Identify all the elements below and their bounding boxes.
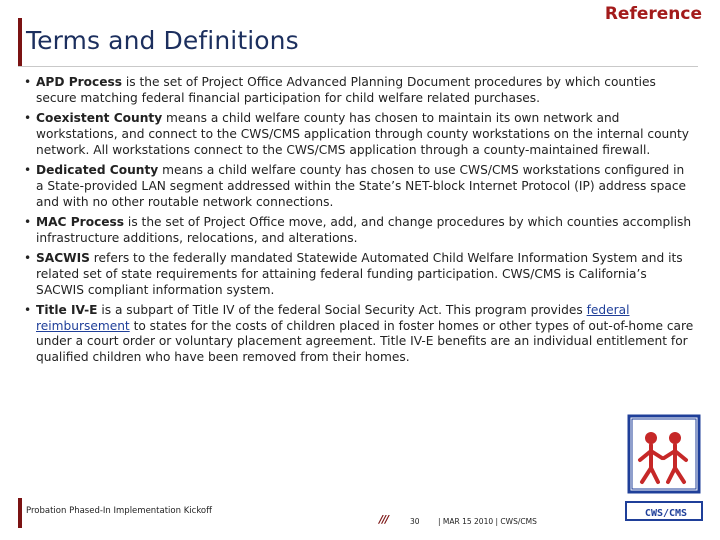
definition-item	[22, 215, 694, 247]
definition-term: SACWIS	[36, 250, 90, 265]
footer-presentation-title: Probation Phased-In Implementation Kickoff	[26, 506, 212, 516]
header-divider	[18, 66, 698, 67]
definition-text: is the set of Project Office move, add, and change procedures by which counties accomplish infrastructure additions, relocations, and alterations.	[36, 214, 692, 245]
definition-term: MAC Process	[36, 214, 125, 229]
definition-term: Dedicated County	[36, 162, 159, 177]
definition-item	[22, 75, 694, 107]
definition-text: means a child welfare county has chosen to maintain its own network and workstations, and connect to the CWS/CMS application through county workstations on the internal county network. All workstations connect to the CWS/CMS application through a county-maintained firewall.	[36, 111, 689, 157]
definition-text: refers to the federally mandated Statewide Automated Child Welfare Information System and its related set of state requirements for attaining federal funding participation. CWS/CMS is California’s SACWIS compliant information system.	[36, 250, 683, 297]
section-label: Reference	[604, 4, 702, 24]
definition-item	[22, 251, 694, 298]
definition-text: means a child welfare county has chosen to use CWS/CMS workstations configured in a State-provided LAN segment addressed within the State’s NET-block Internet Protocol (IP) address space and with no other routable network connections.	[36, 162, 687, 209]
definition-text: is the set of Project Office Advanced Planning Document procedures by which counties secure matching federal financial participation for child welfare related purchases.	[36, 75, 656, 105]
definition-item	[22, 163, 694, 210]
federal-reimbursement-link[interactable]: federal reimbursement	[36, 302, 630, 333]
definition-item	[22, 303, 694, 366]
definitions-list	[22, 75, 694, 371]
definition-text: is a subpart of Title IV of the federal Social Security Act. This program provides	[97, 302, 587, 317]
page-number: 30	[410, 517, 420, 526]
definition-item	[22, 111, 694, 158]
definition-term: APD Process	[36, 75, 123, 89]
title-accent-bar	[18, 18, 22, 66]
page-title: Terms and Definitions	[26, 26, 299, 55]
definition-term: Title IV-E	[36, 302, 98, 317]
logo-caption: CWS/CMS	[644, 508, 688, 519]
definition-term: Coexistent County	[36, 111, 163, 126]
definition-text: to states for the costs of children placed in foster homes or other types of out-of-home care under a court order or voluntary placement agreement. Title IV-E benefits are an individual entitlement for qualified children who have been removed from their homes.	[36, 318, 694, 365]
footer-date: | MAR 15 2010 | CWS/CMS	[438, 517, 537, 526]
footer-slash-mark: ///	[379, 513, 389, 526]
footer-accent-bar	[18, 498, 22, 528]
